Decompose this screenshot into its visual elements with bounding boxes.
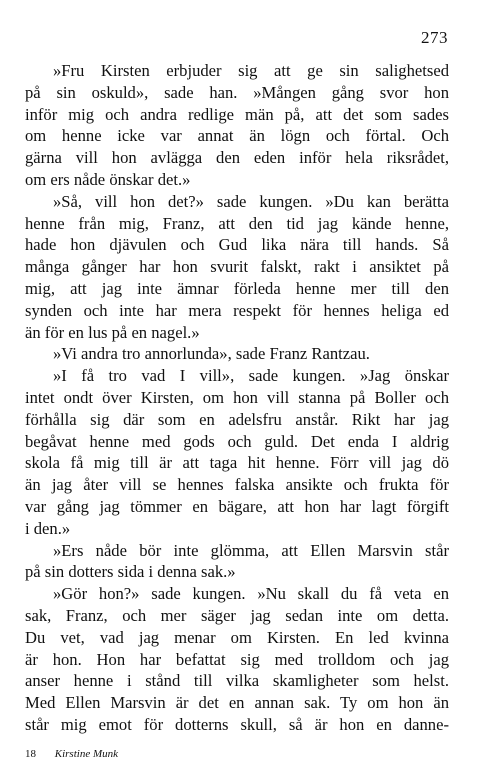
text-line: skola få mig till är att taga hit henne. Förr vill jag dö — [25, 453, 449, 473]
running-head: Kirstine Munk — [54, 748, 118, 760]
signature-mark: 18 — [25, 748, 36, 760]
text-line: »Så, vill hon det?» sade kungen. »Du kan berätta — [53, 191, 449, 211]
text-line: var gång jag tömmer en bägare, att hon har lagt förgift — [25, 496, 449, 516]
text-line: förhålla sig där som en adelsfru anstår. Rikt har jag — [25, 409, 449, 429]
text-line: »Ers nåde bör inte glömma, att Ellen Marsvin står — [53, 540, 449, 560]
text-line: sak, Franz, och mer säger jag sedan inte om detta. — [25, 605, 449, 625]
text-line: inför mig och andra redlige män på, att det som sades — [25, 104, 449, 124]
body-text — [25, 60, 449, 736]
text-line: mig, att jag inte ämnar förleda henne mer till den — [25, 278, 449, 298]
text-line: »I få tro vad I vill», sade kungen. »Jag önskar — [53, 366, 449, 386]
text-line: gärna vill hon avlägga den eden inför hela riksrådet, — [25, 148, 449, 168]
text-line: henne från mig, Franz, att den tid jag kände henne, — [25, 213, 449, 233]
page-number: 273 — [421, 28, 448, 47]
text-line: synden och inte har mera respekt för hennes heliga ed — [25, 300, 449, 320]
text-line: än jag åter vill se hennes falska ansikte och frukta för — [25, 475, 449, 495]
text-line: Med Ellen Marsvin är det en annan sak. Ty om hon än — [25, 693, 449, 713]
text-line: anser henne i stånd till vilka skamligheter som helst. — [25, 671, 449, 691]
text-line: Du vet, vad jag menar om Kirsten. En led kvinna — [25, 627, 449, 647]
text-line: »Vi andra tro annorlunda», sade Franz Rantzau. — [53, 344, 370, 364]
text-line: hade hon djävulen och Gud lika nära till hands. Så — [25, 235, 449, 255]
text-line: begåvat henne med gods och guld. Det enda I aldrig — [25, 431, 449, 451]
text-line: många gånger har hon svurit falskt, rakt i ansiktet på — [25, 257, 449, 277]
text-line: än för en lus på en nagel.» — [25, 322, 200, 342]
text-line: på sin dotters sida i denna sak.» — [25, 562, 236, 582]
text-line: »Fru Kirsten erbjuder sig att ge sin salighetsed — [53, 61, 449, 80]
text-line: på sin oskuld», sade han. »Mången gång svor hon — [25, 82, 449, 102]
text-line: om henne icke var annat än lögn och förtal. Och — [25, 126, 449, 146]
page-footer — [25, 748, 118, 760]
text-line: intet ondt över Kirsten, om hon vill stanna på Boller och — [25, 387, 449, 407]
text-line: »Gör hon?» sade kungen. »Nu skall du få veta en — [53, 584, 449, 604]
text-line: om ers nåde önskar det.» — [25, 169, 191, 189]
text-line: i den.» — [25, 518, 71, 538]
text-line: står mig emot för dotterns skull, så är hon en danne- — [25, 714, 449, 734]
text-line: är hon. Hon har befattat sig med trolldom och jag — [25, 649, 449, 669]
